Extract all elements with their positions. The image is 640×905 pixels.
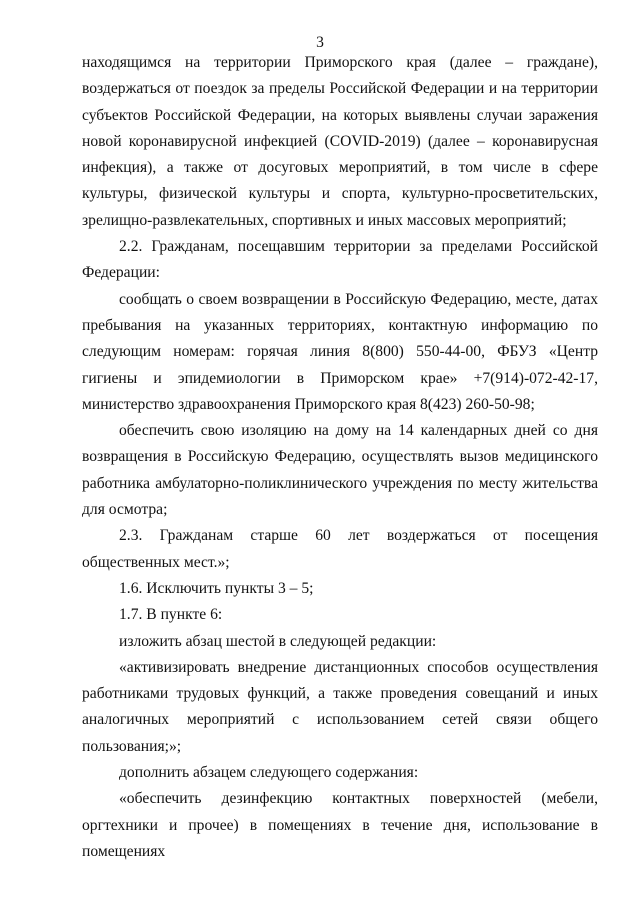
paragraph-restate-sixth: изложить абзац шестой в следующей редакции: — [119, 632, 437, 650]
paragraph-add-clause: дополнить абзацем следующего содержания: — [119, 764, 419, 782]
paragraph-item-2-2: 2.2. Гражданам, посещавшим территории за пределами Российской Федерации: — [82, 238, 598, 282]
paragraph-self-isolation: обеспечить свою изоляцию на дому на 14 календарных дней со дня возвращения в Российскую Федерацию, осуществлять вызов медицинского работника амбулаторно-поликлинического учреждения по месту жительства для осмотра; — [82, 422, 598, 519]
paragraph-citizens-travel: находящимся на территории Приморского края (далее – граждане), воздержаться от поездок за пределы Российской Федерации и на территории субъектов Российской Федерации, на которых выявлены случаи заражения новой коронавирусной инфекцией (COVID-2019) (далее – коронавирусная инфекция), а также от досуговых мероприятий, в том числе в сфере культуры, физической культуры и спорта, культурно-просветительских, зрелищно-развлекательных, спортивных и иных массовых мероприятий; — [82, 54, 598, 229]
paragraph-item-1-6: 1.6. Исключить пункты 3 – 5; — [119, 579, 314, 597]
paragraph-report-return: сообщать о своем возвращении в Российскую Федерацию, месте, датах пребывания на указанных территориях, контактную информацию по следующим номерам: горячая линия 8(800) 550-44-00, ФБУЗ «Центр гигиены и эпидемиологии в Приморском крае» +7(914)-072-42-17, министерство здравоохранения Приморского края 8(423) 260-50-98; — [82, 290, 598, 413]
paragraph-disinfection: «обеспечить дезинфекцию контактных поверхностей (мебели, оргтехники и прочее) в помещениях в течение дня, использование в помещениях — [82, 790, 598, 860]
paragraph-remote-work: «активизировать внедрение дистанционных способов осуществления работниками трудовых функций, а также проведения совещаний и иных аналогичных мероприятий с использованием сетей связи общего пользования;»; — [82, 658, 598, 755]
paragraph-item-1-7: 1.7. В пункте 6: — [119, 606, 223, 624]
page-number: 3 — [316, 34, 324, 51]
document-body — [82, 50, 598, 865]
paragraph-item-2-3: 2.3. Гражданам старше 60 лет воздержаться от посещения общественных мест.»; — [82, 527, 598, 571]
